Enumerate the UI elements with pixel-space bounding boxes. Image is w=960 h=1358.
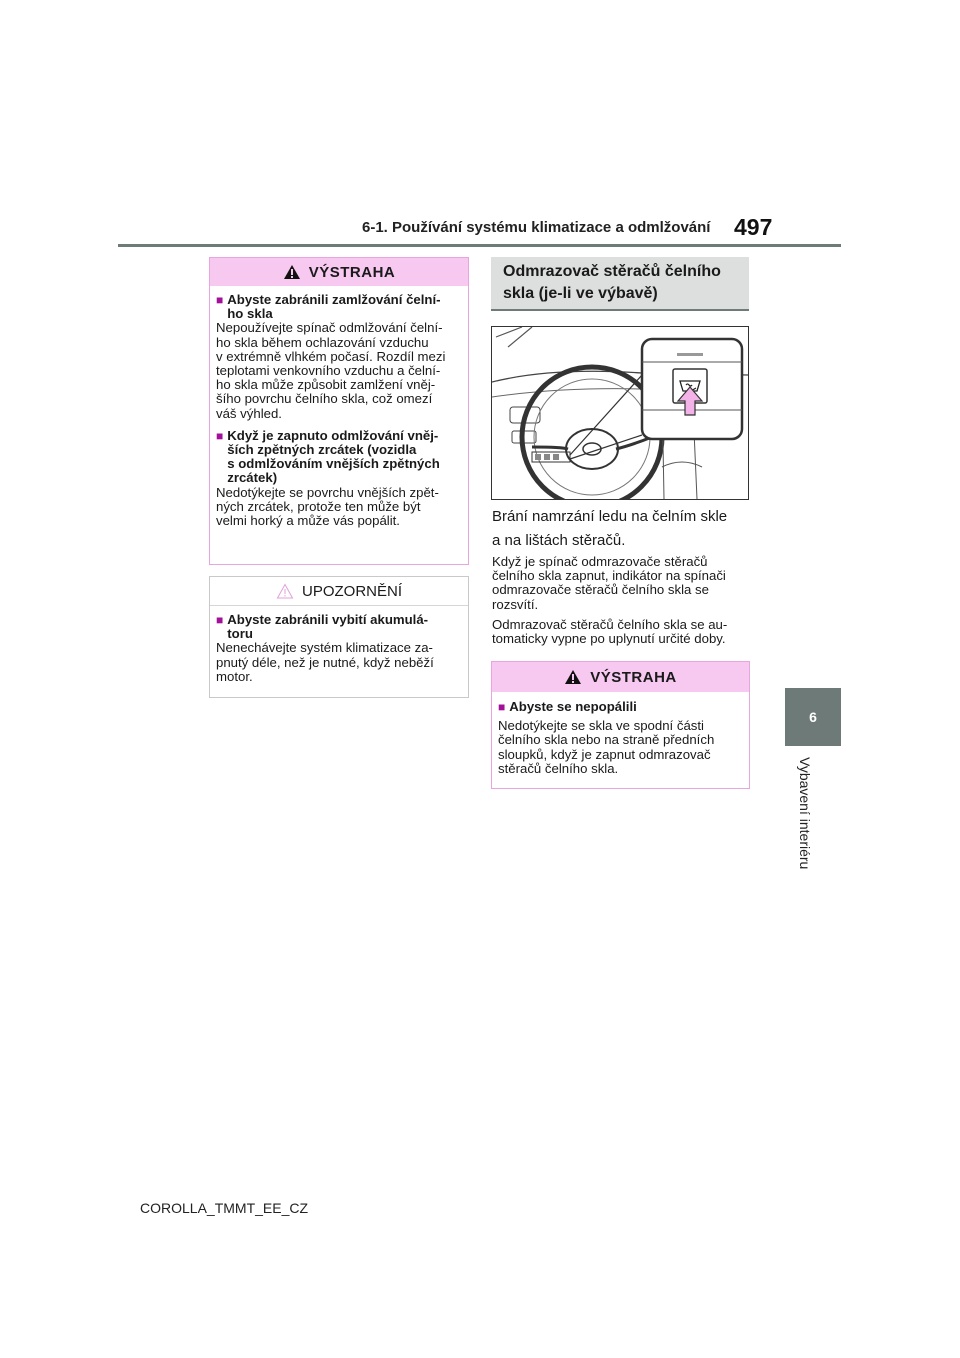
warning-header — [492, 662, 749, 692]
right-warning-box — [491, 661, 750, 789]
section-body — [492, 555, 750, 652]
notice-item-text: Nenechávejte systém klimatizace za- pnutý déle, než je nutné, když neběží motor. — [216, 640, 434, 684]
chapter-tab-title: Vybavení interiéru — [797, 757, 813, 870]
dashboard-illustration — [492, 327, 748, 499]
warning-item-heading: ■ Abyste se nepopálili — [498, 699, 637, 714]
notice-item-heading: ■ Abyste zabránili vybití akumulá- toru — [216, 612, 429, 642]
dashboard-figure — [491, 326, 749, 500]
page-number: 497 — [734, 214, 773, 240]
bullet-square-icon: ■ — [216, 428, 224, 443]
warning-item-text: Nedotýkejte se skla ve spodní části čelního skla nebo na straně předních sloupků, když je zapnut odmrazovač stěračů čelního skla. — [498, 718, 715, 776]
warning-item-text: Nedotýkejte se povrchu vnějších zpět- ných zrcátek, protože ten může být velmi horký a může vás popálit. — [216, 484, 439, 529]
warning-item-text: Nepoužívejte spínač odmlžování čelní- ho skla během ochlazování vzduchu v extrémně vlhkém počasí. Rozdíl mezi teplotami venkovního vzduchu a čelní- ho skla může způsobit zamlžení vněj- šího povrchu čelního skla, což omezí váš výhled. — [216, 320, 446, 421]
figure-caption: Brání namrzání ledu na čelním skle a na lištách stěračů. — [492, 508, 728, 549]
chapter-tab-number: 6 — [785, 688, 841, 746]
footer-code: COROLLA_TMMT_EE_CZ — [140, 1200, 309, 1216]
warning-header — [210, 258, 468, 286]
left-notice-box — [209, 576, 469, 698]
bullet-square-icon: ■ — [498, 700, 506, 714]
section-heading: Odmrazovač stěračů čelního skla (je-li ve výbavě) — [491, 257, 749, 311]
warning-title: VÝSTRAHA — [308, 263, 396, 281]
notice-header — [210, 577, 468, 606]
body-paragraph: Odmrazovač stěračů čelního skla se au- tomaticky vypne po uplynutí určité doby. — [492, 616, 728, 647]
bullet-square-icon: ■ — [216, 293, 224, 307]
caution-triangle-icon — [276, 583, 294, 599]
body-paragraph: Když je spínač odmrazovače stěračů čelního skla zapnut, indikátor na spínači odmrazovače stěračů čelního skla se rozsvítí. — [492, 554, 726, 612]
warning-item-heading: ■ Když je zapnuto odmlžování vněj- ších zpětných zrcátek (vozidla s odmlžováním vnějších zpětných zrcátek) — [216, 427, 440, 486]
notice-title: UPOZORNĚNÍ — [301, 582, 402, 600]
bullet-square-icon: ■ — [216, 613, 224, 627]
warning-triangle-icon — [564, 669, 582, 685]
warning-triangle-icon — [283, 264, 301, 280]
header-rule — [118, 244, 841, 247]
warning-title: VÝSTRAHA — [590, 668, 677, 686]
warning-item-heading: ■ Abyste zabránili zamlžování čelní- ho skla — [216, 292, 441, 322]
left-warning-box — [209, 257, 469, 565]
page-header-section: 6-1. Používání systému klimatizace a odmlžování — [362, 219, 711, 236]
